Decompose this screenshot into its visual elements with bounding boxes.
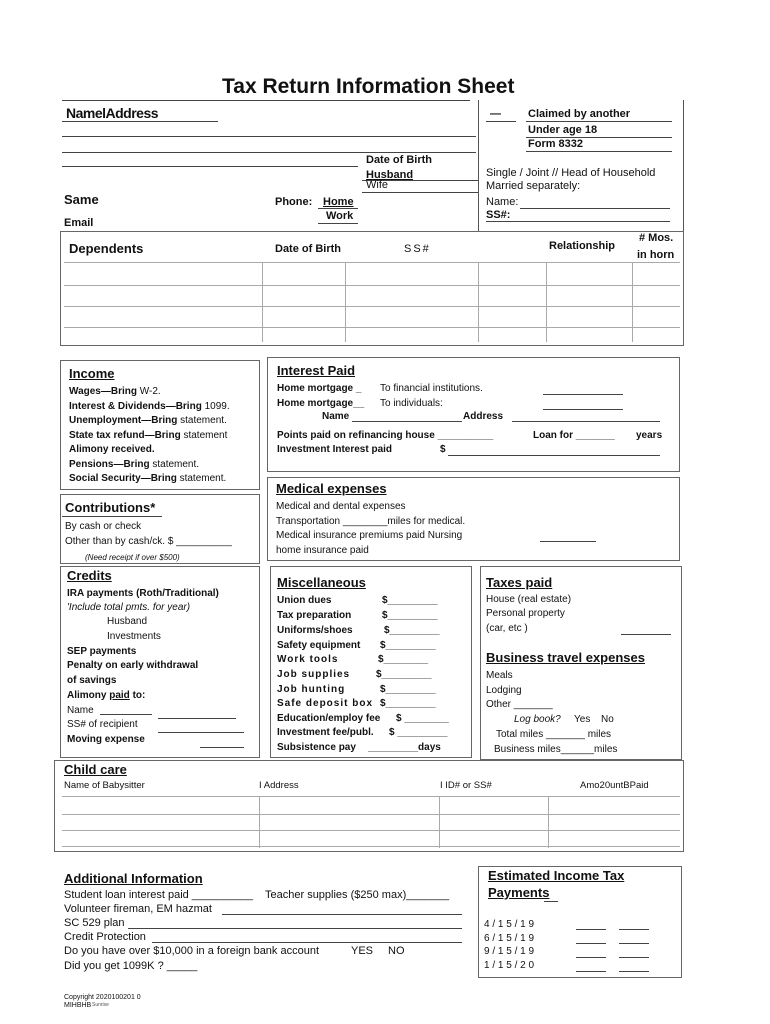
dependents-in-horn-header: in horn (637, 249, 675, 261)
childcare-row-line (62, 796, 680, 797)
dependents-col-line (478, 262, 479, 342)
alimony-name-field-2[interactable] (158, 718, 236, 719)
childcare-row-line (62, 846, 680, 847)
dependents-col-line (345, 262, 346, 342)
income-item (69, 400, 230, 413)
additional-credit: Credit Protection (64, 931, 146, 943)
alimony-name-field[interactable] (100, 714, 152, 715)
credits-sep: SEP payments (67, 646, 137, 657)
contrib-cash: By cash or check (65, 521, 142, 532)
dependents-dob-header: Date of Birth (275, 243, 341, 255)
misc-item-value[interactable]: $ _________ (389, 727, 448, 738)
misc-item-value[interactable]: $________ (378, 654, 429, 665)
form-8332: Form 8332 (528, 138, 584, 150)
credits-savings: of savings (67, 675, 117, 686)
claimed-rule (526, 121, 672, 122)
estimated-amount-field[interactable] (576, 971, 606, 972)
investment-interest-field[interactable] (448, 455, 660, 456)
husband-label: Husband (366, 169, 414, 181)
travel-meals: Meals (486, 670, 513, 681)
credits-include: 'Include total pmts. for year) (67, 602, 191, 613)
header-right-edge (683, 100, 684, 231)
estimated-paid-field[interactable] (619, 957, 649, 958)
travel-total-miles: Total miles _______ miles (496, 729, 612, 740)
financial-institutions-field[interactable] (543, 394, 623, 395)
income-item (69, 443, 155, 456)
income-item-bold: Interest & Dividends—Bring (69, 401, 202, 412)
misc-item-value[interactable]: $_________ (380, 698, 436, 709)
home-mortgage-financial: Home mortgage _ (277, 383, 362, 394)
dependents-mos-header: # Mos. (639, 232, 674, 244)
income-item (69, 414, 227, 427)
phone-home-label: Home (323, 196, 354, 208)
misc-item: Investment fee/publ. (277, 727, 374, 738)
work-phone-field[interactable] (318, 223, 358, 224)
medical-insurance-field[interactable] (540, 541, 596, 542)
misc-item-value[interactable]: $_________ (382, 595, 438, 606)
income-item-rest: statement. (149, 459, 200, 470)
income-item (69, 429, 227, 442)
misc-title: Miscellaneous (277, 575, 366, 590)
claimed-field[interactable] (486, 121, 516, 122)
misc-item: Union dues (277, 595, 332, 606)
income-item-bold: Wages—Bring (69, 386, 137, 397)
individual-address-field[interactable] (512, 421, 660, 422)
taxes-title: Taxes paid (486, 575, 553, 590)
misc-item-value[interactable]: $_________ (380, 684, 436, 695)
contrib-note: (Need receipt if over $500) (85, 553, 180, 562)
contributions-title-rule (62, 516, 162, 517)
points-paid: Points paid on refinancing house __________ (277, 430, 494, 441)
claimed-by-another: Claimed by another (528, 108, 631, 120)
estimated-title-rule (544, 901, 558, 902)
email-label: Email (64, 217, 94, 229)
taxes-personal: Personal property (486, 608, 565, 619)
misc-item: Tax preparation (277, 610, 352, 621)
alimony-a: Alimony (67, 690, 110, 701)
dependents-col-line (546, 262, 547, 342)
travel-logbook-no[interactable]: No (601, 714, 614, 725)
page-title: Tax Return Information Sheet (222, 75, 515, 98)
income-item-bold: Alimony received. (69, 444, 155, 455)
misc-item: Education/employ fee (277, 713, 381, 724)
estimated-paid-field[interactable] (619, 929, 649, 930)
to-individuals: To individuals: (380, 398, 443, 409)
wife-label: Wife (366, 179, 388, 191)
form-rule (526, 151, 672, 152)
credit-protection-field[interactable] (152, 942, 462, 943)
dependents-row-line (64, 285, 680, 286)
travel-other: Other _______ (486, 699, 553, 710)
misc-item: Job supplies (277, 669, 351, 680)
foreign-no[interactable]: NO (388, 945, 405, 957)
individual-address-label: Address (463, 411, 504, 422)
dependents-relationship-header: Relationship (549, 240, 616, 252)
travel-lodging: Lodging (486, 685, 522, 696)
travel-title: Business travel expenses (486, 650, 645, 665)
interest-title: Interest Paid (277, 363, 356, 378)
income-item-rest: statement. (177, 415, 227, 426)
investment-dollar: $ (440, 444, 446, 455)
foreign-yes[interactable]: YES (351, 945, 374, 957)
home-phone-field[interactable] (318, 208, 358, 209)
phone-work-label: Work (326, 210, 354, 222)
childcare-section (54, 760, 684, 852)
income-item-bold: Pensions—Bring (69, 459, 150, 470)
to-financial-institutions: To financial institutions. (380, 383, 483, 394)
credits-husband: Husband (107, 616, 148, 627)
credits-penalty: Penalty on early withdrawal (67, 660, 199, 671)
taxes-car: (car, etc ) (486, 623, 528, 634)
dependents-row-line (64, 262, 680, 263)
additional-volunteer: Volunteer fireman, EM hazmat (64, 903, 212, 915)
medical-insurance: Medical insurance premiums paid Nursing (276, 530, 463, 541)
title-rule (62, 100, 470, 101)
misc-item-value[interactable]: _________days (368, 742, 441, 753)
additional-1099k: Did you get 1099K ? _____ (64, 960, 198, 972)
childcare-title: Child care (64, 762, 127, 777)
dependents-ssn-header: SS# (404, 243, 431, 255)
married-separately: Married separately: (486, 180, 581, 192)
header-divider (478, 100, 479, 231)
dependents-row-line (64, 306, 680, 307)
income-item-bold: State tax refund—Bring (69, 430, 181, 441)
income-item (69, 458, 199, 471)
misc-item-value[interactable]: $_________ (384, 625, 440, 636)
childcare-col-line (259, 796, 260, 848)
travel-logbook-yes[interactable]: Yes (574, 714, 591, 725)
misc-item: Safe deposit box (277, 698, 374, 709)
credits-alimony (67, 689, 145, 702)
estimated-date: 1 / 1 5 / 2 0 (484, 960, 535, 971)
address-line-2[interactable] (62, 136, 476, 137)
alimony-b: paid (109, 690, 130, 701)
wife-rule[interactable] (362, 192, 478, 193)
misc-item: Safety equipment (277, 640, 361, 651)
misc-item-value[interactable]: $_________ (376, 669, 432, 680)
income-item-rest: W-2. (136, 386, 161, 397)
misc-item: Job hunting (277, 684, 346, 695)
same-label: Same (64, 192, 99, 207)
additional-student: Student loan interest paid __________ (64, 889, 253, 901)
credits-investments: Investments (107, 631, 161, 642)
spouse-ssn-field[interactable] (486, 221, 670, 222)
dependents-col-line (262, 262, 263, 342)
taxes-field[interactable] (621, 634, 671, 635)
income-item-rest: statement (180, 430, 228, 441)
travel-business-miles: Business miles______miles (494, 744, 618, 755)
spouse-name-field[interactable] (520, 208, 670, 209)
credits-moving: Moving expense (67, 734, 145, 745)
income-item (69, 472, 226, 485)
credits-ss-recipient: SS# of recipient (67, 719, 138, 730)
additional-title: Additional Information (64, 871, 203, 886)
credits-ira: IRA payments (Roth/Traditional) (67, 588, 219, 599)
moving-expense-field[interactable] (200, 747, 244, 748)
dependents-col-line (632, 262, 633, 342)
alimony-c: to: (129, 690, 146, 701)
estimated-date: 6 / 1 5 / 1 9 (484, 933, 535, 944)
dash: — (490, 108, 501, 120)
medical-title: Medical expenses (276, 481, 387, 496)
individual-name-label: Name (322, 411, 350, 422)
income-item-bold: Social Security—Bring (69, 473, 177, 484)
contrib-other: Other than by cash/ck. $ __________ (65, 536, 232, 547)
estimated-paid-field[interactable] (619, 943, 649, 944)
medical-transport: Transportation ________miles for medical. (276, 516, 466, 527)
credits-name: Name (67, 705, 94, 716)
childcare-id-header: I ID# or SS# (440, 780, 492, 791)
estimated-date: 4 / 1 5 / 1 9 (484, 919, 535, 930)
estimated-paid-field[interactable] (619, 971, 649, 972)
spouse-name-label: Name: (486, 196, 519, 208)
childcare-col-line (548, 796, 549, 848)
additional-teacher: Teacher supplies ($250 max)_______ (265, 889, 450, 901)
dependents-row-line (64, 327, 680, 328)
footer-mihbb: MIHBHB (64, 1002, 92, 1009)
sc529-field[interactable] (128, 928, 462, 929)
childcare-row-line (62, 830, 680, 831)
investment-interest: Investment Interest paid (277, 444, 393, 455)
individual-name-field[interactable] (352, 421, 462, 422)
estimated-amount-field[interactable] (576, 929, 606, 930)
name-address-field[interactable] (62, 121, 218, 122)
phone-label: Phone: (275, 196, 313, 208)
medical-dental: Medical and dental expenses (276, 501, 406, 512)
ss-recipient-field[interactable] (158, 732, 244, 733)
copyright: Copyright 2020100201 0 (64, 994, 141, 1001)
additional-foreign: Do you have over $10,000 in a foreign bank account (64, 945, 320, 957)
credits-title: Credits (67, 568, 112, 583)
home-mortgage-individuals: Home mortgage__ (277, 398, 365, 409)
childcare-address-header: I Address (259, 780, 299, 791)
taxes-house: House (real estate) (486, 594, 572, 605)
medical-home-insurance: home insurance paid (276, 545, 369, 556)
estimated-amount-field[interactable] (576, 957, 606, 958)
address-line-4[interactable] (62, 166, 358, 167)
dependents-title: Dependents (69, 241, 144, 256)
misc-item: Uniforms/shoes (277, 625, 353, 636)
years-label: years (636, 430, 663, 441)
estimated-date: 9 / 1 5 / 1 9 (484, 946, 535, 957)
volunteer-field[interactable] (222, 914, 462, 915)
income-item-bold: Unemployment—Bring (69, 415, 178, 426)
under-age-18: Under age 18 (528, 124, 598, 136)
loan-for: Loan for _______ (533, 430, 615, 441)
misc-item-value[interactable]: $_________ (382, 610, 438, 621)
misc-item-value[interactable]: $_________ (380, 640, 436, 651)
income-item (69, 385, 161, 398)
income-item-rest: 1099. (201, 401, 230, 412)
additional-sc529: SC 529 plan (64, 917, 125, 929)
travel-logbook: Log book? (514, 714, 561, 725)
filing-status: Single / Joint // Head of Household (486, 167, 656, 179)
estimated-title-2: Payments (488, 885, 550, 900)
income-title: Income (69, 366, 115, 381)
individuals-field[interactable] (543, 409, 623, 410)
misc-item: Work tools (277, 654, 339, 665)
name-address-label: NamelAddress (66, 105, 159, 121)
address-line-3[interactable] (62, 152, 476, 153)
contributions-title: Contributions* (65, 500, 156, 515)
childcare-name-header: Name of Babysitter (64, 780, 145, 791)
income-item-rest: statement. (176, 473, 227, 484)
childcare-col-line (439, 796, 440, 848)
dob-label: Date of Birth (366, 154, 432, 166)
footer-tiny: Sunrise (92, 1002, 109, 1008)
spouse-ssn-label: SS#: (486, 209, 511, 221)
misc-item: Subsistence pay (277, 742, 356, 753)
estimated-amount-field[interactable] (576, 943, 606, 944)
misc-item-value[interactable]: $ ________ (396, 713, 449, 724)
childcare-amount-header: Amo20untBPaid (580, 780, 649, 791)
childcare-row-line (62, 814, 680, 815)
estimated-title-1: Estimated Income Tax (488, 868, 625, 883)
